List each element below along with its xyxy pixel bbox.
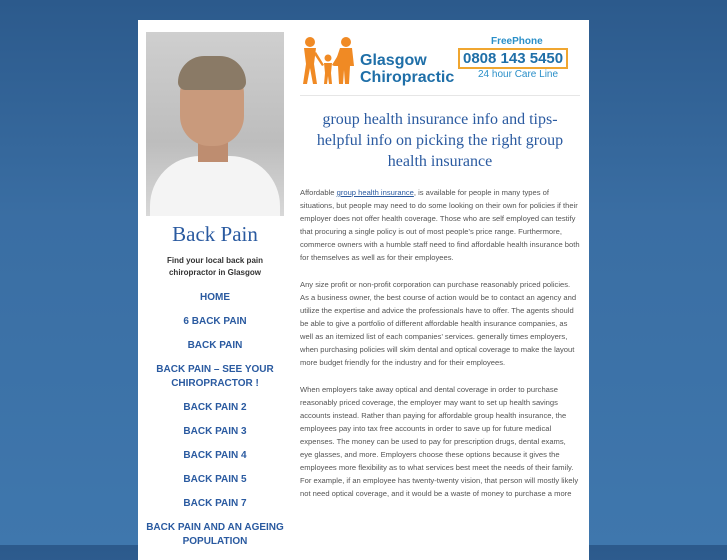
nav-item-back-pain-2[interactable] — [140, 401, 290, 415]
care-line-label: 24 hour Care Line — [478, 69, 559, 80]
article-paragraph-3: When employers take away optical and dental coverage in order to purchase reasonably priced coverage, the employer may want to set up health savings accounts instead. Rather than paying for affordable group health insurance, the employees pay into tax free accounts in order to save up for future medical expenses. The money can be used to pay for prescription drugs, dental exams, eye glasses, and more. Employers choose these options because it gives the employees more flexibility as to what services best meet the needs of their family. For example, if an employee has twenty-twenty vision, that person will mostly likely not need optical coverage, and it would be a waste of money to purchase a more — [300, 385, 579, 498]
brand-line-1: Glasgow — [360, 52, 427, 69]
paragraph-prefix: Affordable — [300, 188, 337, 197]
nav-link[interactable]: BACK PAIN 5 — [183, 474, 247, 485]
nav-link[interactable]: BACK PAIN – SEE YOUR CHIROPRACTOR ! — [156, 364, 274, 389]
paragraph-text: , is available for people in many types of situations, but people may need to do some looking on their own for policies if their employer does not offer health coverage. Those who are self employed can testify that procuring a single policy is out of most people’s price range. Furthermore, commerce owners with a humble staff need to find affordable health insurance both for themselves as well as for their employees. — [300, 188, 580, 262]
main-content — [300, 34, 580, 500]
nav-item-6-back-pain[interactable] — [140, 315, 290, 329]
nav-item-back-pain-7[interactable] — [140, 497, 290, 511]
nav-item-see-your-chiropractor[interactable] — [140, 363, 290, 391]
nav-item-back-pain-5[interactable] — [140, 473, 290, 487]
photo-shirt — [150, 156, 280, 216]
nav-item-home[interactable] — [140, 291, 290, 305]
nav-link[interactable]: BACK PAIN 3 — [183, 426, 247, 437]
family-figures-icon — [300, 36, 358, 86]
nav-link[interactable]: BACK PAIN 2 — [183, 402, 247, 413]
sidebar-nav — [140, 291, 290, 549]
article-heading: group health insurance info and tips- helpful info on picking the right group health insurance — [316, 111, 564, 170]
nav-item-back-pain-4[interactable] — [140, 449, 290, 463]
freephone-label: FreePhone — [491, 36, 543, 47]
phone-number[interactable]: 0808 143 5450 — [458, 48, 568, 69]
nav-link[interactable]: 6 BACK PAIN — [183, 316, 247, 327]
article-paragraph-1 — [300, 186, 580, 264]
sidebar — [146, 32, 284, 559]
page-container — [138, 20, 589, 560]
nav-link[interactable]: HOME — [200, 292, 230, 303]
nav-link[interactable]: BACK PAIN — [187, 340, 243, 351]
brand-line-2: Chiropractic — [360, 69, 455, 86]
brand-name — [360, 52, 454, 86]
nav-item-back-pain-3[interactable] — [140, 425, 290, 439]
nav-link[interactable]: BACK PAIN AND AN AGEING POPULATION — [146, 522, 284, 547]
sidebar-subtitle: Find your local back pain chiropractor in Glasgow — [166, 256, 264, 277]
sidebar-title: Back Pain — [172, 222, 258, 246]
site-logo[interactable] — [300, 34, 580, 98]
article-paragraph-2: Any size profit or non-profit corporation can purchase reasonably priced policies. As a business owner, the best course of action would be to contact an agency and utilize the expertise and advice the professionals have to offer. The agents should be able to give a portfolio of different affordable health insurance companies, as well as an itemized list of each companies’ services. generally times employers, when purchasing policies will skim dental and optical coverage to make the layout more budget friendly for the industry and for their employees. — [300, 280, 577, 367]
group-health-insurance-link[interactable]: group health insurance — [336, 188, 414, 197]
nav-link[interactable]: BACK PAIN 4 — [183, 450, 247, 461]
photo-hair — [178, 56, 246, 90]
chiropractor-photo — [146, 32, 284, 216]
nav-item-back-pain[interactable] — [140, 339, 290, 353]
nav-link[interactable]: BACK PAIN 7 — [183, 498, 247, 509]
